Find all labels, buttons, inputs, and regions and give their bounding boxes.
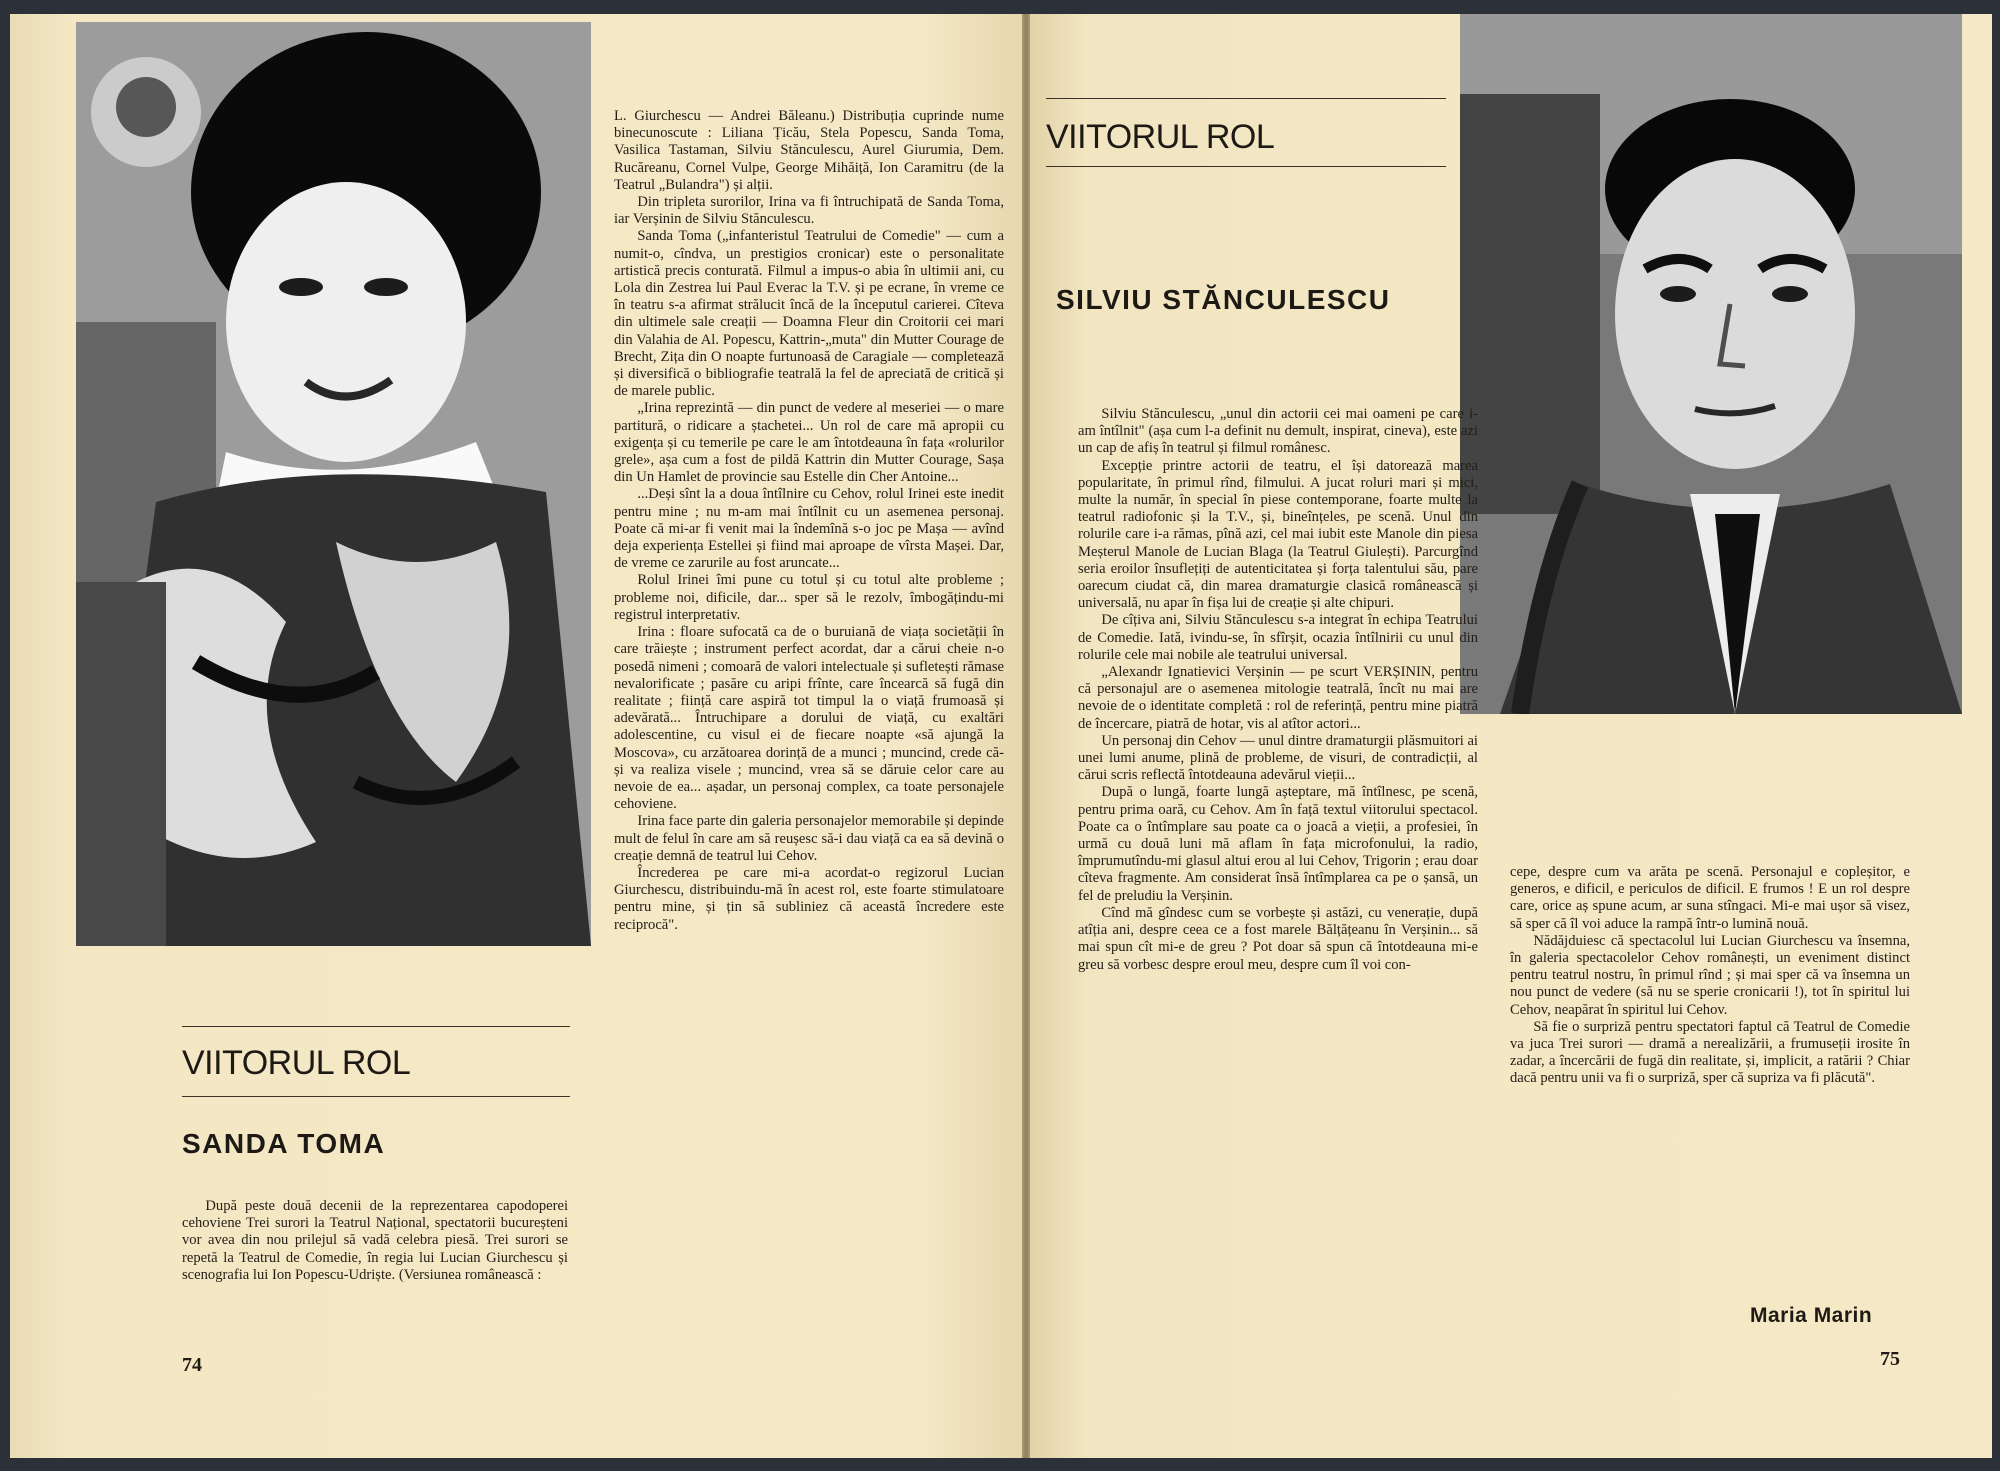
- page-number: 74: [182, 1354, 202, 1376]
- paragraph: „Alexandr Ignatievici Verșinin — pe scurt VERȘININ, pentru că personajul are o asemenea mitologie teatrală, încît nu mai are nevoie de o identitate completă : rol de referință, pentru mine piatră de încercare, piatră de hotar, vis al atîtor actori...: [1078, 664, 1478, 732]
- paragraph: Irina face parte din galeria personajelor memorabile și depinde mult de felul în care am să reușesc să-i dau viață ca ea să devină o creație demnă de teatrul lui Cehov.: [614, 813, 1004, 864]
- actress-photo: [76, 22, 591, 946]
- page-number: 75: [1880, 1348, 1900, 1370]
- right-page: [1030, 14, 1992, 1458]
- paragraph: Din tripleta surorilor, Irina va fi întruchipată de Sanda Toma, iar Verșinin de Silviu Stănculescu.: [614, 194, 1004, 228]
- paragraph: Un personaj din Cehov — unul dintre dramaturgii plăsmuitori ai unei lumi anume, plină de probleme, de visuri, de contradicții, al cărui scris reflectă întotdeauna adevărul vieții...: [1078, 732, 1478, 784]
- paragraph: Excepție printre actorii de teatru, el își datorează marea popularitate, în primul rînd, filmului. A jucat roluri mari și mici, multe la număr, în special în piese contemporane, foarte multe la teatrul radiofonic și la T.V., și, bineînțeles, pe scenă. Unul din rolurile care i-a rămas, pînă azi, cel mai iubit este Manole din piesa Meșterul Manole de Lucian Blaga (la Teatrul Giulești). Parcurgînd seria eroilor însuflețiți de autenticitatea și forța talentului său, pare oarecum ciudat că, din marea dramaturgie clasică românească și universală, nu apar în fișa lui de creație și alte chipuri.: [1078, 457, 1478, 612]
- kicker-bottom-rule: [182, 1096, 570, 1097]
- paragraph: După o lungă, foarte lungă așteptare, mă întîlnesc, pe scenă, pentru prima oară, cu Cehov. Am în față textul viitorului spectacol. Poate ca o întîmplare sau poate ca o joacă a vieții, a profesiei, în urmă cu două luni mă aflam în fața microfonului, la radio, împrumutîndu-mi glasul altui erou al lui Cehov, Trigorin ; erau doar cîteva fragmente. Am considerat însă întîmplarea ca pe o șansă, un fel de preludiu la Verșinin.: [1078, 784, 1478, 904]
- kicker-top-rule: [1046, 98, 1446, 99]
- kicker-bottom-rule: [1046, 166, 1446, 167]
- paragraph: Cînd mă gîndesc cum se vorbește și astăzi, cu venerație, după atîția ani, despre ceea ce a fost marele Bălțățeanu în Verșinin... să mai spun cît mi-e de greu ? Pot doar să spun că întotdeauna mi-e greu să vorbesc despre eroul meu, despre cum îl voi con-: [1078, 904, 1478, 973]
- left-page: [10, 14, 1022, 1458]
- paragraph: Rolul Irinei îmi pune cu totul și cu totul alte probleme ; probleme noi, dificile, dar... sper să le rezolv, îmbogățindu-mi registrul interpretativ.: [614, 572, 1004, 623]
- paragraph: Sanda Toma („infanteristul Teatrului de Comedie" — cum a numit-o, cîndva, un prestigios cronicar) este o personalitate artistică precis conturată. Filmul a impus-o abia în ultimii ani, cu Lola din Zestrea lui Paul Everac la T.V. și pe ecrane, în vreme ce în teatru s-a afirmat strălucit încă de la începutul carierei. Cîteva din ultimele sale creații — Doamna Fleur din Croitorii cei mari din Valahia de Al. Popescu, Kattrin-„muta" din Mutter Courage de Brecht, Zița din O noapte furtunoasă de Caragiale — completează și diversifică o bibliografie teatrală la fel de apreciată de critică și de marele public.: [614, 228, 1004, 400]
- paragraph: L. Giurchescu — Andrei Băleanu.) Distribuția cuprinde nume binecunoscute : Liliana Țicău, Stela Popescu, Sanda Toma, Vasilica Tastaman, Silviu Stănculescu, Aurel Giurumia, Dem. Rucăreanu, Cornel Vulpe, George Mihăiță, Ion Caramitru (de la Teatrul „Bulandra") și alții.: [614, 108, 1004, 193]
- paragraph: ...Deși sînt la a doua întîlnire cu Cehov, rolul Irinei este inedit pentru mine ; nu m-am mai întîlnit cu un asemenea personaj. Poate că mi-ar fi venit mai la îndemînă s-o joc pe Mașa — avînd deja experiența Estellei și fiind mai aproape de vîrsta Mașei. Dar, de vreme ce zarurile au fost aruncate...: [614, 486, 1004, 572]
- paragraph: Să fie o surpriză pentru spectatori faptul că Teatrul de Comedie va juca Trei surori — dramă a nerealizării, a frumuseții irosite în zadar, a încercării de fugă din realitate, și, implicit, a ratării ? Chiar dacă pentru unii va fi o surpriză, sper că supriza va fi plăcută".: [1510, 1018, 1910, 1087]
- paragraph: Nădăjduiesc că spectacolul lui Lucian Giurchescu va însemna, în galeria spectacolelor Cehov românești, un eveniment distinct pentru teatrul nostru, în primul rînd ; și mai sper că va însemna un nou punct de vedere (să nu se sperie cronicarii !), tot în spiritul lui Cehov, neapărat în spiritul lui Cehov.: [1510, 932, 1910, 1018]
- paragraph: După peste două decenii de la reprezentarea capodoperei cehoviene Trei surori la Teatrul Național, spectatorii bucureșteni vor avea din nou prilejul să vadă celebra piesă. Trei surori se repetă la Teatrul de Comedie, în regia lui Lucian Giurchescu și scenografia lui Ion Popescu-Udriște. (Versiunea românească :: [182, 1198, 568, 1283]
- paragraph: Irina : floare sufocată ca de o buruiană de viața societății în care trăiește ; instrument perfect acordat, dar a cărui cheie n-o posedă nimeni ; comoară de valori intelectuale și sufletești rămase nevalorificate ; pasăre cu aripi frînte, care încearcă să fugă din realitate ; ființă care aspiră tot timpul la o viață frumoasă și adevărată... Întruchipare a dorului de viață, cu exaltări adolescentine, cu visul ei de fiecare noapte «să ajungă la Moscova», cu arzătoarea dorință de a munci ; muncind, crede că-și va realiza visele ; muncind, vrea să se dăruie celor care au nevoie de ea... așadar, un personaj complex, ca toate personajele cehoviene.: [614, 624, 1004, 813]
- paragraph: „Irina reprezintă — din punct de vedere al meseriei — o mare partitură, o ridicare a ștachetei... Un rol de care mă apropii cu exigența și cu temerile pe care le am întotdeauna în fața «rolurilor grele», așa cum a fost de pildă Kattrin din Mutter Courage, Sașa din Un Hamlet de provincie sau Estelle din Cher Antoine...: [614, 400, 1004, 486]
- author-byline: Maria Marin: [1750, 1304, 1873, 1327]
- article-column-1: [1078, 406, 1478, 974]
- woman-portrait-icon: [76, 22, 591, 946]
- section-kicker: VIITORUL ROL: [1046, 118, 1275, 156]
- article-column-2: [1510, 864, 1910, 1088]
- actor-photo: [1460, 14, 1962, 714]
- article-column-2: [614, 108, 1004, 934]
- article-title: SANDA TOMA: [182, 1128, 386, 1159]
- section-kicker: VIITORUL ROL: [182, 1044, 411, 1082]
- kicker-top-rule: [182, 1026, 570, 1027]
- paragraph: De cîțiva ani, Silviu Stănculescu s-a integrat în echipa Teatrului de Comedie. Iată, ivindu-se, în sfîrșit, ocazia întîlnirii cu unul din rolurile cele mai nobile ale teatrului universal.: [1078, 612, 1478, 663]
- article-column-1: [182, 1198, 568, 1284]
- paragraph: Încrederea pe care mi-a acordat-o regizorul Lucian Giurchescu, distribuindu-mă în acest rol, este foarte stimulatoare pentru mine, și țin să subliniez că această încredere este reciprocă".: [614, 864, 1004, 933]
- paragraph: Silviu Stănculescu, „unul din actorii cei mai oameni pe care i-am întîlnit" (așa cum l-a definit nu demult, inspirat, cineva), este azi un cap de afiș în teatrul și filmul românesc.: [1078, 406, 1478, 457]
- paragraph: cepe, despre cum va arăta pe scenă. Personajul e copleșitor, e generos, e dificil, e periculos de dificil. E frumos ! E un rol despre care, orice aș spune acum, ar suna stîngaci. Mi-e mai ușor să visez, să sper că îl voi aduce la rampă într-o lumină nouă.: [1510, 864, 1910, 932]
- article-title: SILVIU STĂNCULESCU: [1056, 284, 1391, 315]
- man-portrait-icon: [1460, 14, 1962, 714]
